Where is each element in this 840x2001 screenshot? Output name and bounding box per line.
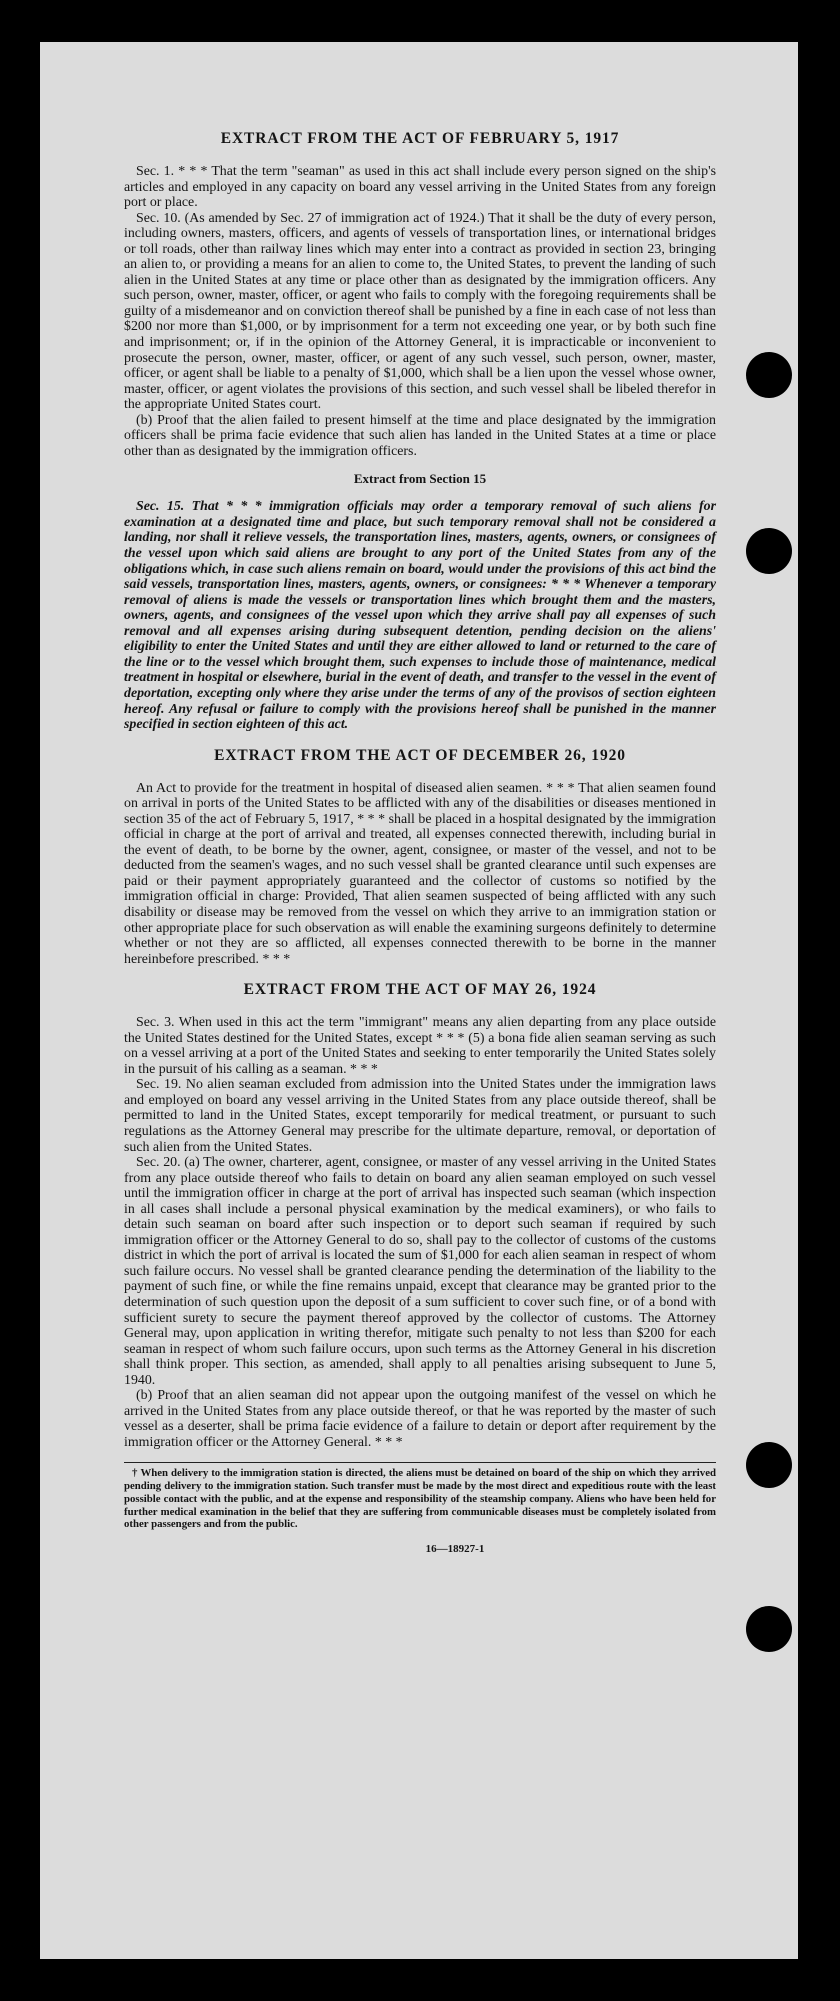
punch-hole bbox=[746, 1442, 792, 1488]
section-3-paragraph: Sec. 3. When used in this act the term "immigrant" means any alien departing from any place outside the United States destined for the United States, except * * * (5) a bona fide alien seaman serving as such on a vessel arriving at a port of the United States and seeking to enter temporarily the United States solely in the pursuit of his calling as a seaman. * * * bbox=[124, 1015, 716, 1077]
subheading-section-15: Extract from Section 15 bbox=[353, 471, 487, 487]
section-20b-paragraph: (b) Proof that an alien seaman did not appear upon the outgoing manifest of the vessel on which he arrived in the United States from any place outside thereof, or that he was reported by the master of such vessel as a deserter, shall be prima facie evidence of a failure to detain or deport after requirement by the immigration officer or the Attorney General. * * * bbox=[124, 1388, 716, 1450]
act-1920-paragraph: An Act to provide for the treatment in hospital of diseased alien seamen. * * * That alien seamen found on arrival in ports of the United States to be afflicted with any of the disabilities or diseases mentioned in section 35 of the act of February 5, 1917, * * * shall be placed in a hospital designated by the immigration official in charge at the port of arrival and treated, all expenses connected therewith, including burial in the event of death, to be borne by the owner, agent, consignee, or master of the vessel, and not to be deducted from the seamen's wages, and no such vessel shall be granted clearance until such expenses are paid or their payment appropriately guaranteed and the collector of customs so notified by the immigration official in charge: Provided, That alien seamen suspected of being afflicted with any such disability or disease may be removed from the vessel on which they arrive to an immigration station or other appropriate place for such observation as will enable the examining surgeons definitely to determine whether or not they are so afflicted, all expenses connected therewith to be borne in the manner hereinbefore prescribed. * * * bbox=[124, 780, 716, 967]
section-10b-paragraph: (b) Proof that the alien failed to present himself at the time and place designated by the immigration officers shall be prima facie evidence that such alien has landed in the United States at a time or place other than as designated by the immigration officers. bbox=[124, 412, 716, 459]
section-10-paragraph: Sec. 10. (As amended by Sec. 27 of immigration act of 1924.) That it shall be the duty of every person, including owners, masters, officers, and agents of vessels of transportation lines, or international bridges or toll roads, other than railway lines which may enter into a contract as provided in section 23, bringing an alien to, or providing a means for an alien to come to, the United States, to prevent the landing of such alien in the United States at any time or place other than as designated by the immigration officers. Any such person, owner, master, officer, or agent who fails to comply with the foregoing requirements shall be guilty of a misdemeanor and on conviction thereof shall be punished by a fine in each case of not less than $200 nor more than $1,000, or by imprisonment for a term not exceeding one year, or by both such fine and imprisonment; or, if in the opinion of the Attorney General, it is impracticable or inconvenient to prosecute the person, owner, master, officer, or agent of any such vessel, such person, owner, master, officer, or agent shall be liable to a penalty of $1,000, which shall be a lien upon the vessel whose owner, master, officer, or agent violates the provisions of this section, and such vessel shall be libeled therefor in the appropriate United States court. bbox=[124, 210, 716, 413]
section-15-paragraph: Sec. 15. That * * * immigration officials may order a temporary removal of such aliens for examination at a designated time and place, but such temporary removal shall not be considered a landing, nor shall it relieve vessels, the transportation lines, masters, agents, owners, or consignees of the vessel upon which said aliens are brought to any port of the United States from any of the obligations which, in case such aliens remain on board, would under the provisions of this act bind the said vessels, transportation lines, masters, agents, owners, or consignees: * * * Whenever a temporary removal of aliens is made the vessels or transportation lines which brought them and the masters, owners, agents, and consignees of the vessel upon which they arrive shall pay all expenses of such removal and all expenses arising during subsequent detention, pending decision on the aliens' eligibility to enter the United States and until they are either allowed to land or returned to the care of the line or to the vessel which brought them, such expenses to include those of maintenance, medical treatment in hospital or elsewhere, burial in the event of death, and transfer to the vessel in the event of deportation, excepting only where they arise under the terms of any of the provisos of section eighteen hereof. Any refusal or failure to comply with the provisions hereof shall be punished in the manner specified in section eighteen of this act. bbox=[124, 499, 716, 733]
section-1-paragraph: Sec. 1. * * * That the term "seaman" as used in this act shall include every person signed on the ship's articles and employed in any capacity on board any vessel arriving in the United States from any foreign port or place. bbox=[124, 164, 716, 211]
punch-hole bbox=[746, 528, 792, 574]
section-20a-paragraph: Sec. 20. (a) The owner, charterer, agent, consignee, or master of any vessel arriving in the United States from any place outside thereof who fails to detain on board any alien seaman employed on such vessel until the immigration officer in charge at the port of arrival has inspected such seaman (which inspection in all cases shall include a personal physical examination by the medical examiners), or who fails to detain such seaman on board after such inspection or to deport such seaman if required by such immigration officer or the Attorney General to do so, shall pay to the collector of customs of the customs district in which the port of arrival is located the sum of $1,000 for each alien seaman in respect of whom such failure occurs. No vessel shall be granted clearance pending the determination of the liability to the payment of such fine, or while the fine remains unpaid, except that clearance may be granted prior to the determination of such question upon the deposit of a sum sufficient to cover such fine, or of a bond with sufficient surety to secure the payment thereof approved by the collector of customs. The Attorney General may, upon application in writing therefor, mitigate such penalty to not less than $200 for each seaman in respect of whom such failure occurs, upon such terms as the Attorney General in his discretion shall think proper. This section, as amended, shall apply to all penalties arising subsequent to June 5, 1940. bbox=[124, 1155, 716, 1388]
punch-hole bbox=[746, 1606, 792, 1652]
punch-hole bbox=[746, 352, 792, 398]
footnote-divider bbox=[124, 1462, 716, 1463]
section-heading-act-dec-1920: EXTRACT FROM THE ACT OF DECEMBER 26, 1920 bbox=[214, 746, 626, 764]
section-heading-act-may-1924: EXTRACT FROM THE ACT OF MAY 26, 1924 bbox=[243, 981, 597, 999]
form-code: 16—18927-1 bbox=[425, 1542, 485, 1555]
section-19-paragraph: Sec. 19. No alien seaman excluded from admission into the United States under the immigration laws and employed on board any vessel arriving in the United States from any place outside thereof, shall be permitted to land in the United States, except temporarily for medical treatment, or pursuant to such regulations as the Attorney General may prescribe for the ultimate departure, removal, or deportation of such alien from the United States. bbox=[124, 1077, 716, 1155]
footnote: † When delivery to the immigration station is directed, the aliens must be detained on board of the ship on which they arrived pending delivery to the immigration station. Such transfer must be made by the most direct and expeditious route with the least possible contact with the public, and at the expense and responsibility of the steamship company. Aliens who have been held for further medical examination in the belief that they are suffering from communicable diseases must be completely isolated from other passengers and from the public. bbox=[124, 1467, 716, 1531]
section-heading-act-feb-1917: EXTRACT FROM THE ACT OF FEBRUARY 5, 1917 bbox=[220, 130, 620, 147]
document-page bbox=[40, 42, 798, 1959]
